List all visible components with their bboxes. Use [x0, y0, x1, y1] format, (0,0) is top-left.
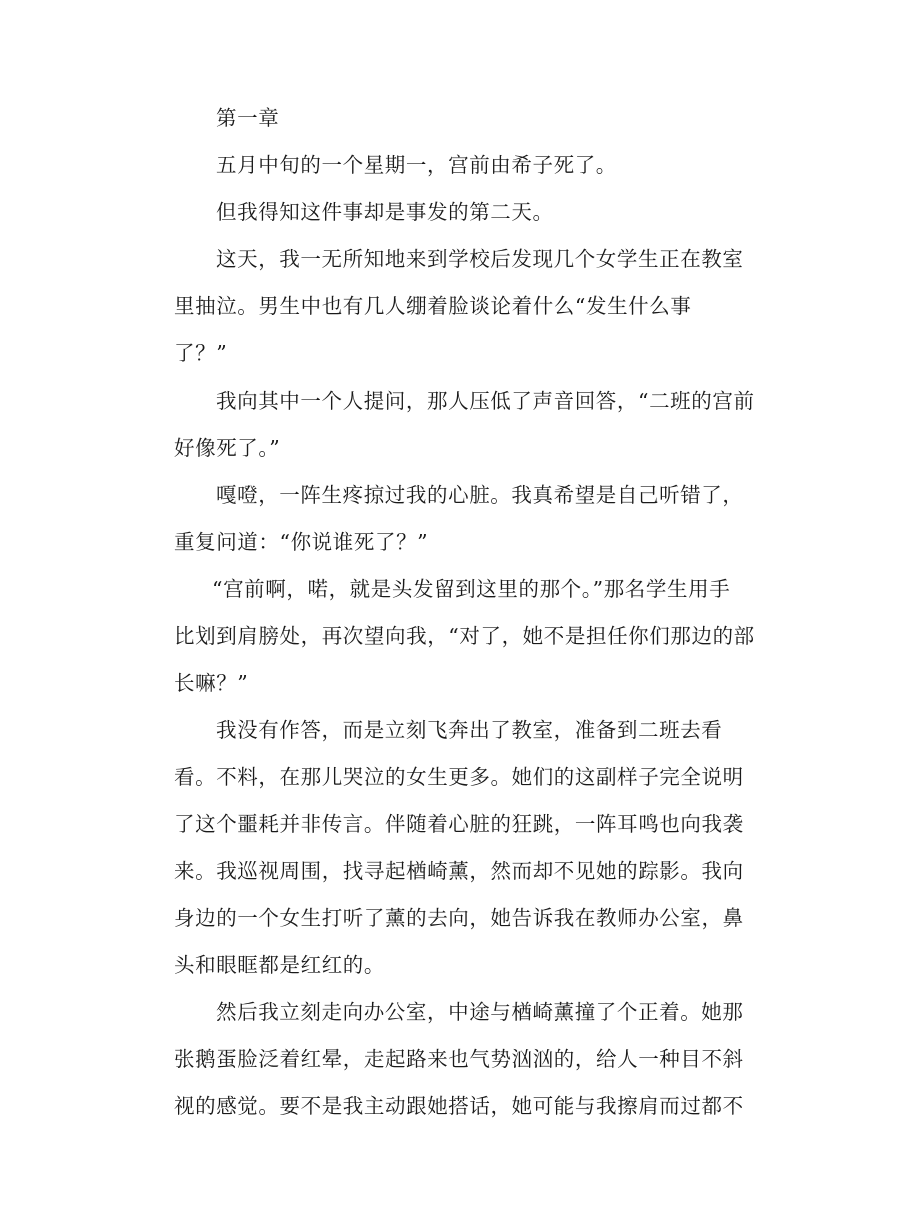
paragraph-line: 这天，我一无所知地来到学校后发现几个女学生正在教室 — [216, 247, 744, 271]
paragraph-line: 长嘛？” — [174, 671, 249, 695]
paragraph-line: 了？” — [174, 341, 228, 365]
paragraph-line: “宫前啊，喏，就是头发留到这里的那个。”那名学生用手 — [212, 577, 731, 601]
paragraph-line: 了这个噩耗并非传言。伴随着心脏的狂跳，一阵耳鸣也向我袭 — [174, 812, 744, 836]
paragraph-line: 我向其中一个人提问，那人压低了声音回答，“二班的宫前 — [216, 389, 755, 413]
paragraph-line: 来。我巡视周围，找寻起楢崎薰，然而却不见她的踪影。我向 — [174, 859, 744, 883]
paragraph-line: 嘎噔，一阵生疼掠过我的心脏。我真希望是自己听错了， — [216, 483, 744, 507]
paragraph-line: 好像死了。” — [174, 436, 281, 460]
paragraph-line: 头和眼眶都是红红的。 — [174, 953, 385, 977]
paragraph-line: 看。不料，在那儿哭泣的女生更多。她们的这副样子完全说明 — [174, 765, 744, 789]
paragraph-line: 里抽泣。男生中也有几人绷着脸谈论着什么“发生什么事 — [174, 294, 692, 318]
paragraph-line: 然后我立刻走向办公室，中途与楢崎薰撞了个正着。她那 — [216, 1000, 744, 1024]
paragraph-line: 我没有作答，而是立刻飞奔出了教室，准备到二班去看 — [216, 718, 723, 742]
paragraph-line: 比划到肩膀处，再次望向我，“对了，她不是担任你们那边的部 — [174, 624, 755, 648]
paragraph-line: 五月中旬的一个星期一，宫前由希子死了。 — [216, 153, 617, 177]
paragraph-line: 重复问道：“你说谁死了？” — [174, 530, 429, 554]
chapter-heading: 第一章 — [216, 106, 280, 130]
paragraph-line: 张鹅蛋脸泛着红晕，走起路来也气势汹汹的，给人一种目不斜 — [174, 1047, 744, 1071]
paragraph-line: 视的感觉。要不是我主动跟她搭话，她可能与我擦肩而过都不 — [174, 1094, 744, 1118]
paragraph-line: 但我得知这件事却是事发的第二天。 — [216, 200, 554, 224]
paragraph-line: 身边的一个女生打听了薰的去向，她告诉我在教师办公室，鼻 — [174, 906, 744, 930]
